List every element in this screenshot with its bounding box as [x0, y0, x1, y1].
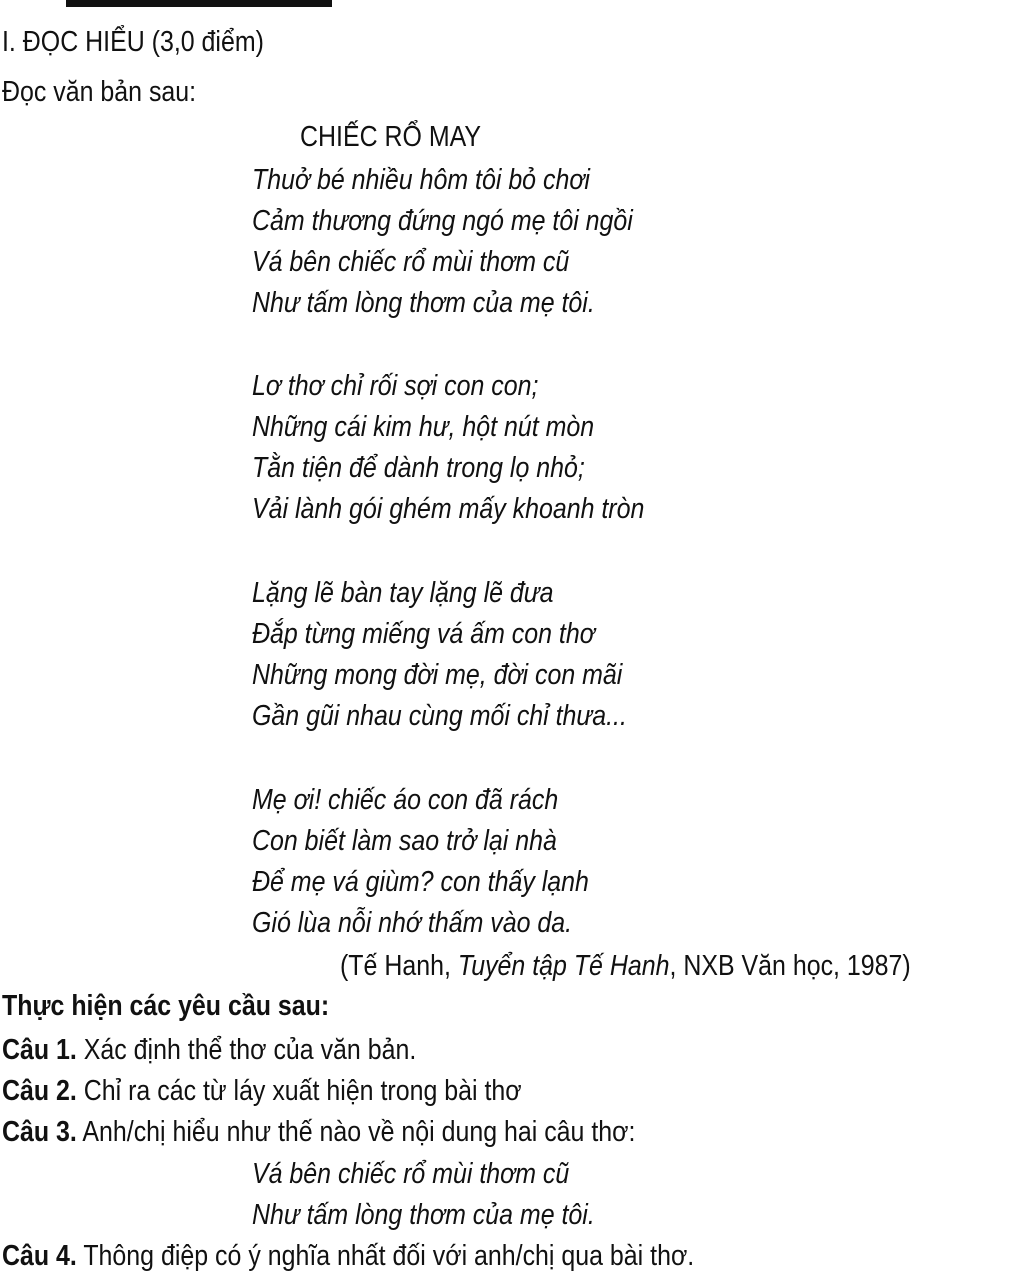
question-label: Câu 3. [2, 1116, 77, 1148]
poem-line: Vá bên chiếc rổ mùi thơm cũ [252, 246, 570, 278]
question-text: Xác định thể thơ của văn bản. [76, 1034, 417, 1066]
question-label: Câu 4. [2, 1240, 77, 1272]
question-label: Câu 1. [2, 1034, 77, 1066]
poem-line: Những mong đời mẹ, đời con mãi [252, 659, 623, 691]
question-text: Thông điệp có ý nghĩa nhất đối với anh/chị qua bài thơ. [76, 1240, 695, 1272]
tasks-heading: Thực hiện các yêu cầu sau: [2, 990, 330, 1022]
question-2 [2, 1071, 522, 1111]
instruction-text: Đọc văn bản sau: [2, 76, 197, 108]
poem-line: Cảm thương đứng ngó mẹ tôi ngồi [252, 205, 633, 237]
question-1 [2, 1030, 416, 1070]
quoted-line: Như tấm lòng thơm của mẹ tôi. [252, 1199, 595, 1231]
poem-line: Lơ thơ chỉ rối sợi con con; [252, 370, 539, 402]
poem-line: Lặng lẽ bàn tay lặng lẽ đưa [252, 577, 554, 609]
poem-title: CHIẾC RỔ MAY [300, 121, 482, 153]
poem-line: Con biết làm sao trở lại nhà [252, 825, 557, 857]
question-text: Chỉ ra các từ láy xuất hiện trong bài thơ [76, 1075, 522, 1107]
poem-line: Gió lùa nỗi nhớ thấm vào da. [252, 907, 573, 939]
question-4 [2, 1236, 694, 1276]
poem-line: Để mẹ vá giùm? con thấy lạnh [252, 866, 589, 898]
poem-line: Những cái kim hư, hột nút mòn [252, 411, 595, 443]
source-book-title: Tuyển tập Tế Hanh [457, 950, 670, 982]
section-heading: I. ĐỌC HIỂU (3,0 điểm) [2, 26, 264, 58]
quoted-line: Vá bên chiếc rổ mùi thơm cũ [252, 1158, 570, 1190]
source-open: (Tế Hanh, [340, 950, 458, 982]
poem-line: Đắp từng miếng vá ấm con thơ [252, 618, 595, 650]
poem-line: Như tấm lòng thơm của mẹ tôi. [252, 287, 595, 319]
poem-line: Gần gũi nhau cùng mối chỉ thưa... [252, 700, 627, 732]
question-label: Câu 2. [2, 1075, 77, 1107]
top-divider-bar [66, 0, 332, 7]
poem-source [340, 946, 911, 986]
source-close: , NXB Văn học, 1987) [669, 950, 911, 982]
question-text: Anh/chị hiểu như thế nào về nội dung hai câu thơ: [76, 1116, 636, 1148]
poem-line: Tằn tiện để dành trong lọ nhỏ; [252, 452, 585, 484]
question-3 [2, 1112, 635, 1152]
poem-line: Vải lành gói ghém mấy khoanh tròn [252, 493, 645, 525]
poem-line: Thuở bé nhiều hôm tôi bỏ chơi [252, 164, 590, 196]
poem-line: Mẹ ơi! chiếc áo con đã rách [252, 784, 559, 816]
